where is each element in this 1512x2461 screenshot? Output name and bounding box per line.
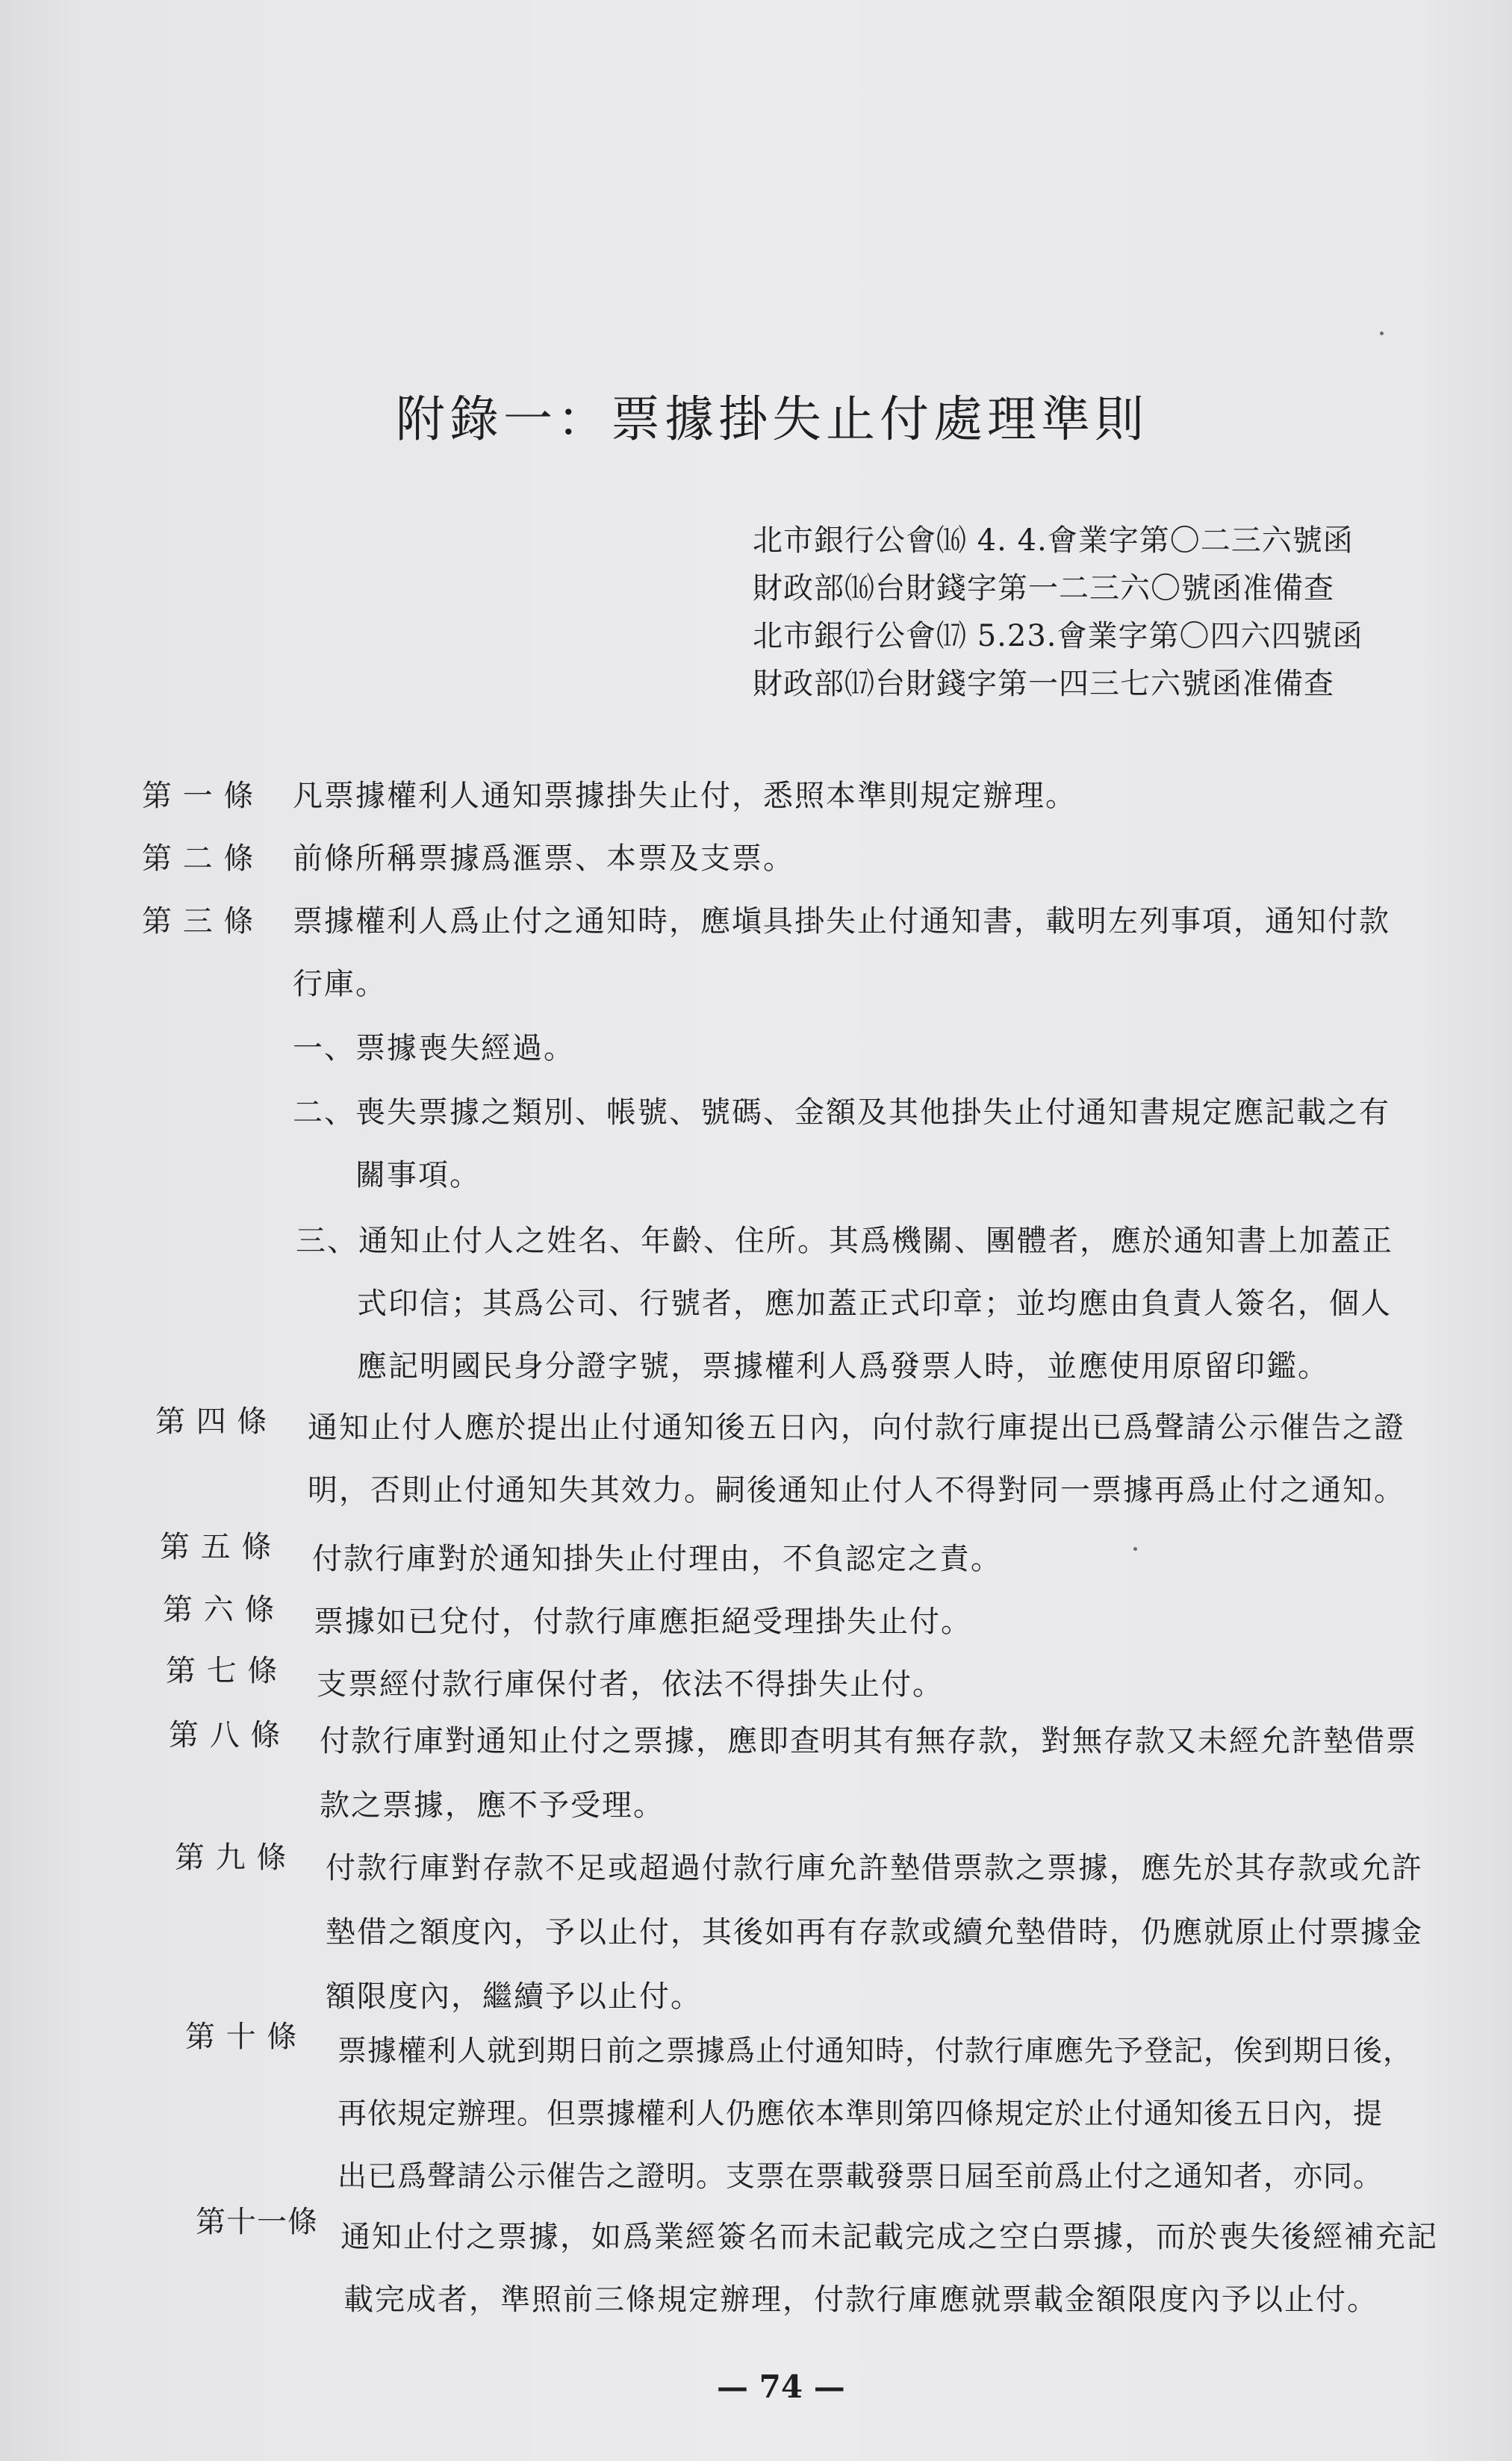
article-11-line: 通知止付之票據，如爲業經簽名而未記載完成之空白票據，而於喪失後經補充記 bbox=[340, 2220, 1438, 2254]
article-6-label: 第 六 條 bbox=[163, 1593, 276, 1627]
article-9-line: 付款行庫對存款不足或超過付款行庫允許墊借票款之票據，應先於其存款或允許 bbox=[326, 1851, 1423, 1885]
paper-speck bbox=[1380, 332, 1384, 335]
article-5-line: 付款行庫對於通知掛失止付理由，不負認定之責。 bbox=[312, 1542, 1002, 1576]
article-3-label: 第 三 條 bbox=[142, 904, 255, 939]
article-2-line: 前條所稱票據爲滙票、本票及支票。 bbox=[293, 841, 794, 876]
article-11-line: 載完成者，準照前三條規定辦理，付款行庫應就票載金額限度內予以止付。 bbox=[343, 2283, 1378, 2317]
reference-block bbox=[753, 517, 1425, 708]
article-1-line: 凡票據權利人通知票據掛失止付，悉照本準則規定辦理。 bbox=[293, 779, 1077, 813]
article-4-label: 第 四 條 bbox=[155, 1404, 268, 1439]
article-10-line: 票據權利人就到期日前之票據爲止付通知時，付款行庫應先予登記，俟到期日後， bbox=[337, 2035, 1413, 2068]
article-3-item-2: 關事項。 bbox=[355, 1158, 481, 1192]
article-8-line: 款之票據，應不予受理。 bbox=[320, 1788, 665, 1823]
article-8-line: 付款行庫對通知止付之票據，應即查明其有無存款，對無存款又未經允許墊借票 bbox=[320, 1724, 1417, 1758]
reference-line: 北市銀行公會⒄ 5.23.會業字第〇四六四號函 bbox=[753, 619, 1363, 653]
article-4-line: 明，否則止付通知失其效力。嗣後通知止付人不得對同一票據再爲止付之通知。 bbox=[308, 1473, 1405, 1508]
article-6-line: 票據如已兌付，付款行庫應拒絕受理掛失止付。 bbox=[314, 1605, 972, 1639]
article-3-item-3: 應記明國民身分證字號，票據權利人爲發票人時，並應使用原留印鑑。 bbox=[357, 1349, 1329, 1384]
article-4-line: 通知止付人應於提出止付通知後五日內，向付款行庫提出已爲聲請公示催告之證 bbox=[308, 1410, 1405, 1445]
article-1-label: 第 一 條 bbox=[142, 779, 255, 813]
paper-speck bbox=[1133, 1547, 1137, 1551]
article-7-label: 第 七 條 bbox=[166, 1654, 279, 1688]
article-2-label: 第 二 條 bbox=[142, 841, 255, 876]
reference-line: 北市銀行公會⒃ 4. 4.會業字第〇二三六號函 bbox=[753, 523, 1354, 558]
article-10-line: 再依規定辦理。但票據權利人仍應依本準則第四條規定於止付通知後五日內，提 bbox=[337, 2097, 1384, 2131]
article-3-item-3: 三、通知止付人之姓名、年齡、住所。其爲機關、團體者，應於通知書上加蓋正 bbox=[296, 1224, 1393, 1258]
article-3-line: 票據權利人爲止付之通知時，應塡具掛失止付通知書，載明左列事項，通知付款 bbox=[293, 904, 1390, 939]
article-3-line: 行庫。 bbox=[293, 967, 387, 1001]
reference-line: 財政部⒃台財錢字第一二三六〇號函准備查 bbox=[753, 571, 1334, 606]
article-9-line: 額限度內，繼續予以止付。 bbox=[326, 1979, 702, 2014]
article-3-item-3: 式印信；其爲公司、行號者，應加蓋正式印章；並均應由負責人簽名，個人 bbox=[357, 1286, 1392, 1321]
article-10-line: 出已爲聲請公示催告之證明。支票在票載發票日屆至前爲止付之通知者，亦同。 bbox=[337, 2160, 1384, 2194]
page-number: — 74 — bbox=[717, 2368, 845, 2405]
article-11-label: 第十一條 bbox=[196, 2205, 318, 2239]
article-5-label: 第 五 條 bbox=[160, 1530, 273, 1564]
article-10-label: 第 十 條 bbox=[185, 2020, 298, 2054]
document-title: 附錄一：票據掛失止付處理準則 bbox=[396, 391, 1148, 448]
article-7-line: 支票經付款行庫保付者，依法不得掛失止付。 bbox=[317, 1667, 944, 1702]
article-9-label: 第 九 條 bbox=[175, 1841, 287, 1875]
reference-line: 財政部⒄台財錢字第一四三七六號函准備查 bbox=[753, 667, 1334, 701]
article-8-label: 第 八 條 bbox=[169, 1718, 281, 1752]
article-3-item-1: 一、票據喪失經過。 bbox=[293, 1031, 575, 1065]
article-3-item-2: 二、喪失票據之類別、帳號、號碼、金額及其他掛失止付通知書規定應記載之有 bbox=[293, 1095, 1390, 1130]
article-9-line: 墊借之額度內，予以止付，其後如再有存款或續允墊借時，仍應就原止付票據金 bbox=[326, 1915, 1423, 1950]
